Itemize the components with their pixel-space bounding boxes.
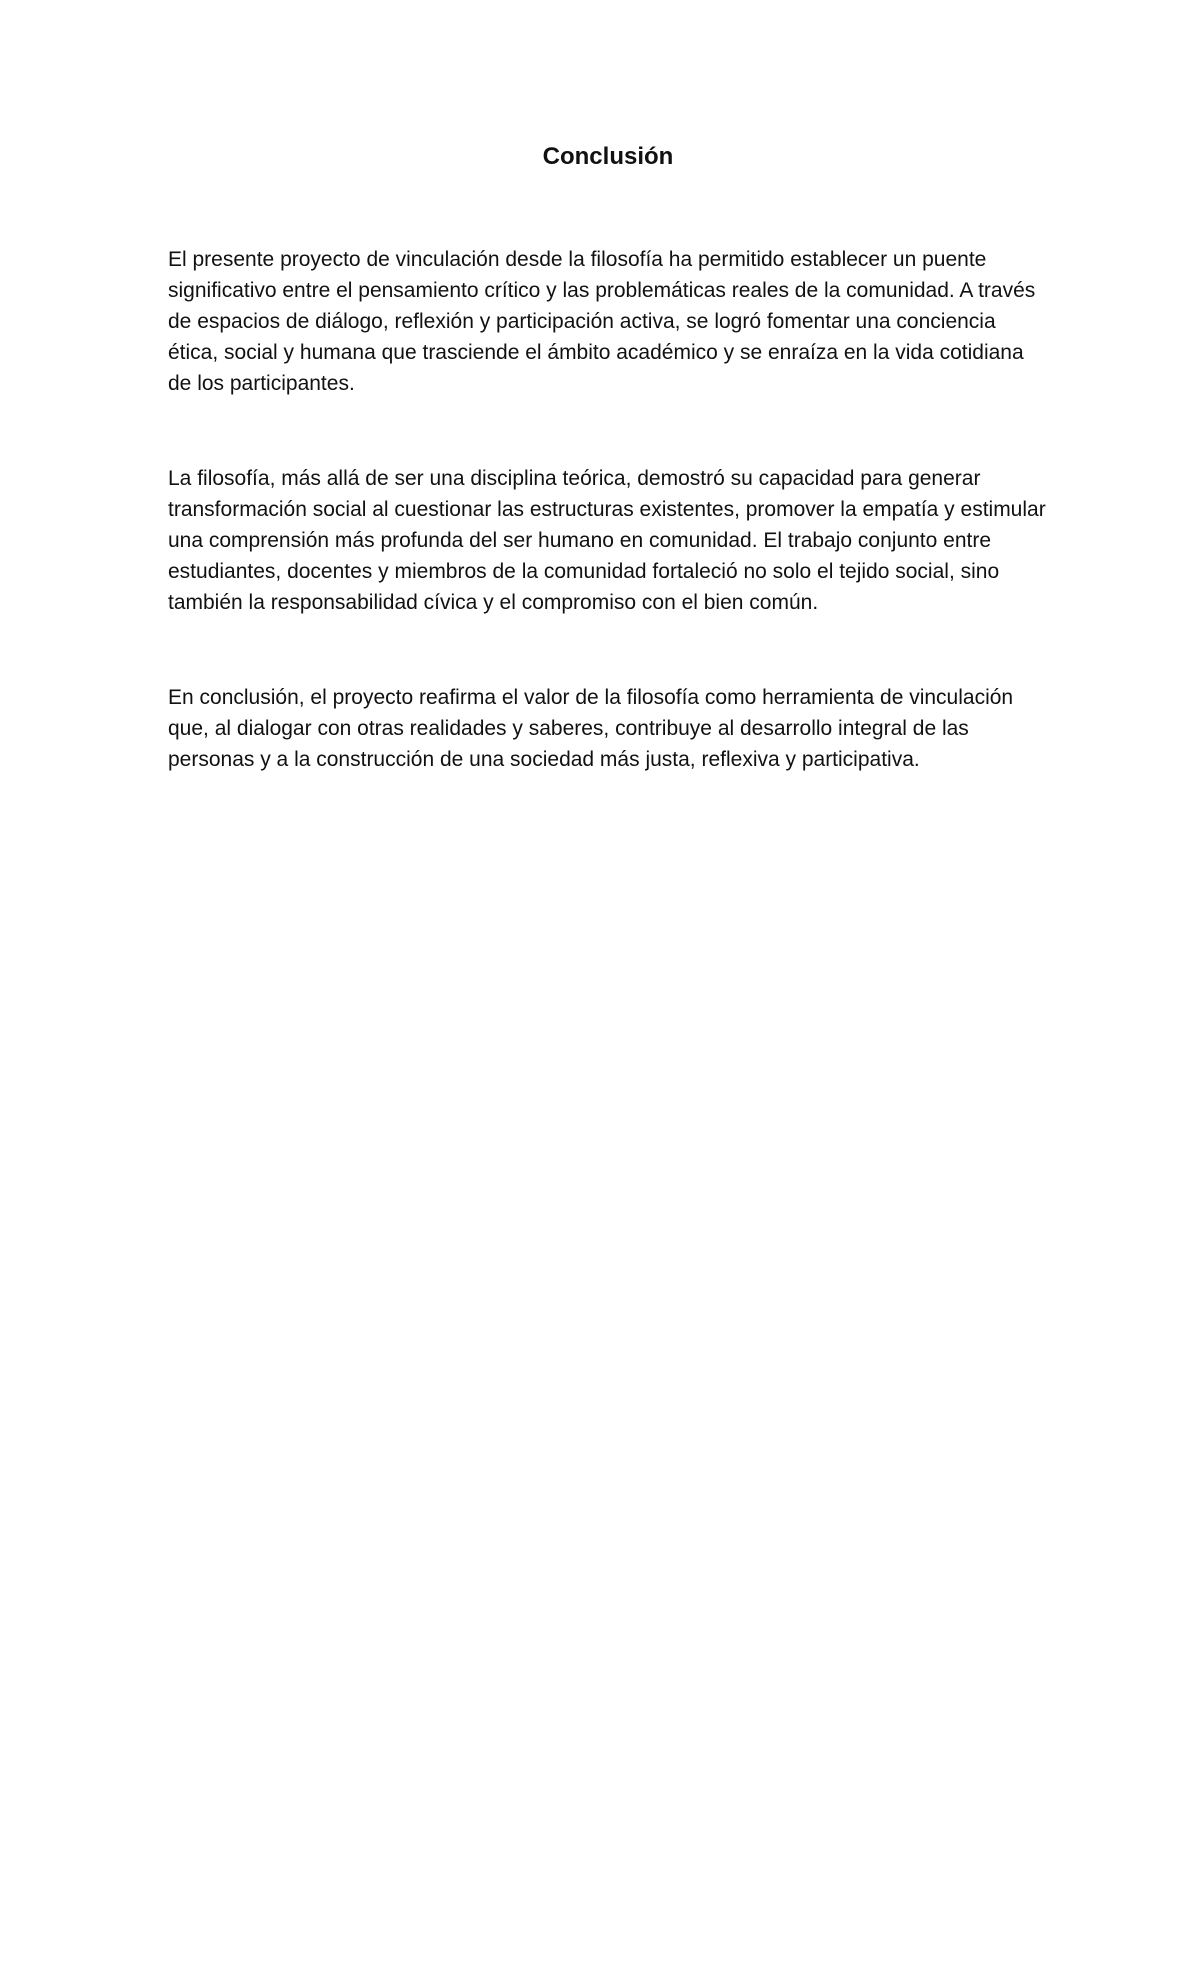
page-title: Conclusión: [542, 143, 674, 170]
document-body: [168, 140, 1048, 839]
paragraph-philosophy: La filosofía, más allá de ser una disciplina teórica, demostró su capacidad para generar transformación social al cuestionar las estructuras existentes, promover la empatía y estimular una comprensión más profunda del ser humano en comunidad. El trabajo conjunto entre estudiantes, docentes y miembros de la comunidad fortaleció no solo el tejido social, sino también la responsabilidad cívica y el compromiso con el bien común.: [168, 467, 1046, 614]
paragraph-intro: El presente proyecto de vinculación desde la filosofía ha permitido establecer un puente significativo entre el pensamiento crítico y las problemáticas reales de la comunidad. A través de espacios de diálogo, reflexión y participación activa, se logró fomentar una conciencia ética, social y humana que trasciende el ámbito académico y se enraíza en la vida cotidiana de los participantes.: [168, 248, 1036, 395]
paragraph-conclusion: En conclusión, el proyecto reafirma el valor de la filosofía como herramienta de vinculación que, al dialogar con otras realidades y saberes, contribuye al desarrollo integral de las personas y a la construcción de una sociedad más justa, reflexiva y participativa.: [168, 686, 1014, 771]
